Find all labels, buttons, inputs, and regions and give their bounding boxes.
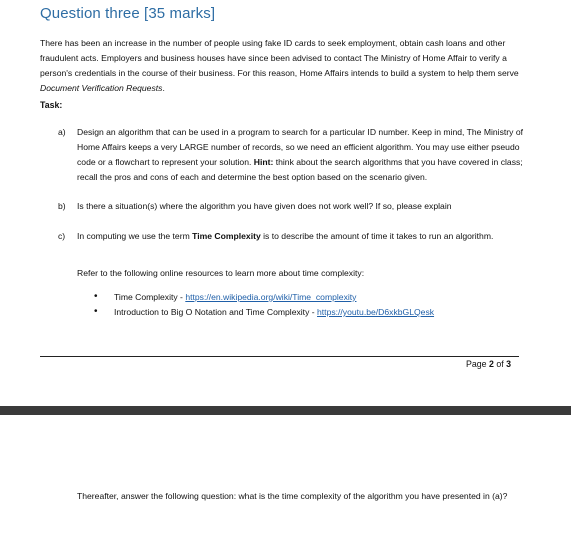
task-list [58,125,528,259]
refer-text: Refer to the following online resources to learn more about time complexity: [77,268,365,278]
youtube-link[interactable]: https://youtu.be/D6xkbGLQesk [317,307,435,317]
document-page-bottom [0,415,571,541]
question-title: Question three [35 marks] [40,5,216,22]
task-text: is to describe the amount of time it takes to run an algorithm. [260,231,494,241]
task-text: In computing we use the term [77,231,193,241]
resource-item [94,305,434,320]
page-separator [0,406,571,415]
task-marker: a) [58,127,66,137]
task-item-a [58,125,528,199]
task-text: think about the search algorithms that you have covered in class; recall the pros and cons of each and determine the best option based on the scenario given. [77,157,523,182]
bullet-icon: • [94,306,98,317]
task-item-b [58,199,528,229]
page-current: 2 [489,359,494,369]
page-word: Page [466,359,489,369]
resource-label: Introduction to Big O Notation and Time Complexity - [114,307,318,317]
page-number [466,359,511,369]
bullet-icon: • [94,291,98,302]
of-word: of [493,359,507,369]
wikipedia-link[interactable]: https://en.wikipedia.org/wiki/Time_complexity [185,292,357,302]
page-total: 3 [506,359,512,369]
task-text: Design an algorithm that can be used in a program to search for a particular ID number. Keep in mind, The Ministry of Home Affairs keeps a very LARGE number of records, so we need an efficient algorithm. You may use either pseudo code or a flowchart to represent your solution. [77,127,523,167]
intro-text-2: . [162,83,165,93]
task-label: Task: [40,100,63,110]
footer-rule [40,356,519,357]
task-item-c [58,229,528,259]
task-marker: c) [58,231,66,241]
intro-italic: Document Verification Requests [40,83,163,93]
followup-question: Thereafter, answer the following question: what is the time complexity of the algorithm you have presented in (a)? [77,491,508,501]
time-complexity-term: Time Complexity [192,231,261,241]
hint-label: Hint: [253,157,274,167]
resource-item [94,290,434,305]
intro-text-1: There has been an increase in the number of people using fake ID cards to seek employment, obtain cash loans and other fraudulent acts. Employers and business houses have since been advised to contact The Ministry of Home Affair to verify a person's credentials in the course of their business. For this reason, Home Affairs intends to build a system to help them serve [40,38,519,78]
resource-list [94,290,434,320]
task-marker: b) [58,201,66,211]
intro-paragraph [40,36,525,96]
task-text: Is there a situation(s) where the algorithm you have given does not work well? If so, please explain [77,201,452,211]
resource-label: Time Complexity - [114,292,186,302]
